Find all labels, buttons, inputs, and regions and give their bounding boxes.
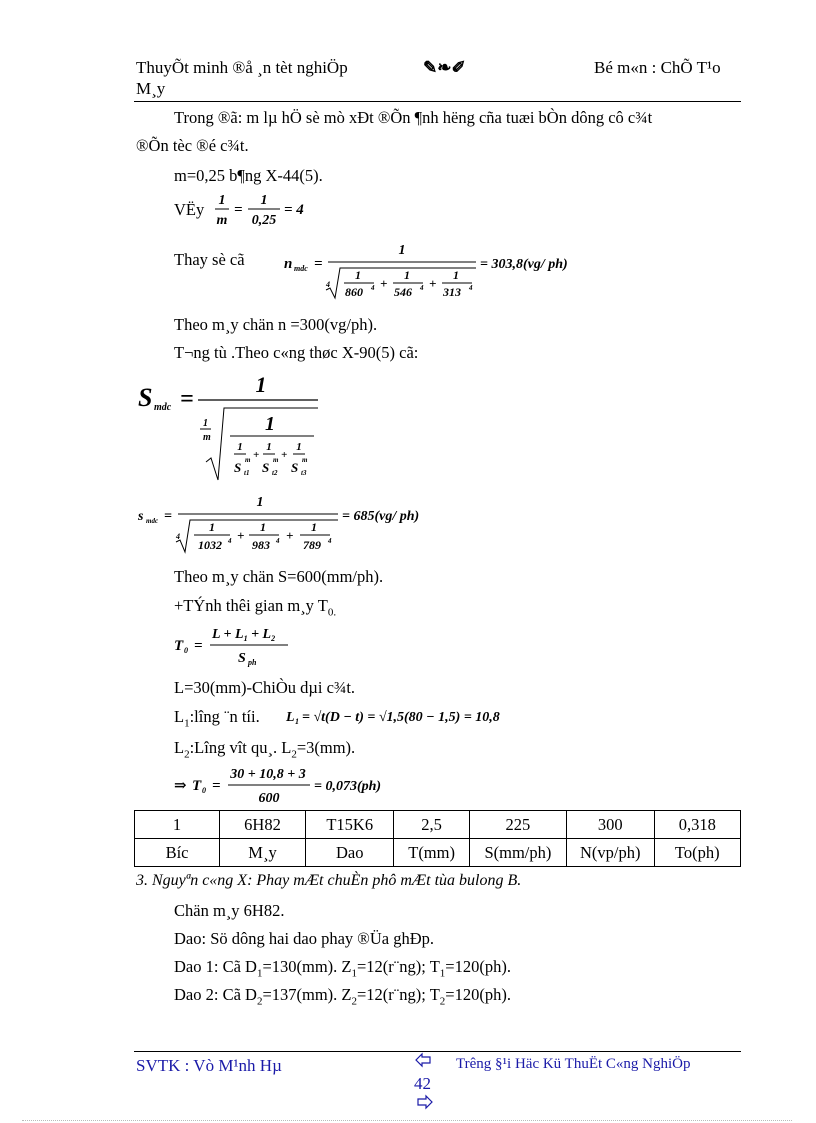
svg-text:L: L bbox=[286, 710, 295, 725]
paragraph-line: Theo m¸y chän n =300(vg/ph). bbox=[174, 315, 378, 334]
paragraph-line: Chän m¸y 6H82. bbox=[174, 901, 285, 920]
paragraph-line: L=30(mm)-ChiÒu dµi c¾t. bbox=[174, 678, 356, 697]
formula-text: mdc bbox=[294, 264, 308, 273]
formula-text: 4 bbox=[176, 532, 180, 541]
text-span: L bbox=[174, 707, 185, 726]
text-subscript: 0. bbox=[327, 606, 337, 619]
parameter-table bbox=[134, 810, 741, 867]
svg-text:S: S bbox=[291, 460, 299, 475]
svg-text:1: 1 bbox=[237, 441, 243, 453]
svg-text:1: 1 bbox=[260, 520, 266, 534]
formula-text: 313 bbox=[443, 285, 461, 299]
table-cell: Bíc bbox=[135, 839, 220, 867]
paragraph-line: m=0,25 b¶ng X-44(5). bbox=[174, 166, 323, 185]
svg-text:=: = bbox=[234, 202, 243, 218]
table-cell: 2,5 bbox=[394, 811, 469, 839]
text-span: +TÝnh thêi gian m¸y T bbox=[174, 596, 328, 615]
formula-text: 1 bbox=[243, 634, 248, 643]
footer-rule bbox=[134, 1051, 741, 1052]
paragraph-line: T¬ng tù .Theo c«ng thøc X-90(5) cã: bbox=[174, 343, 419, 362]
svg-text:0: 0 bbox=[202, 786, 206, 795]
paragraph-line bbox=[174, 596, 336, 618]
formula-text: 860 bbox=[345, 285, 363, 299]
svg-text:1: 1 bbox=[266, 441, 272, 453]
paragraph-line: Dao: Sö dông hai dao phay ®Üa ghÐp. bbox=[174, 929, 434, 948]
text-span: L bbox=[174, 738, 185, 757]
formula-text: 4 bbox=[326, 280, 330, 289]
text-span: =130(mm). Z bbox=[262, 957, 352, 976]
paragraph-line bbox=[174, 738, 355, 760]
formula-text: 1 bbox=[260, 193, 268, 208]
formula-text: 1 bbox=[218, 193, 226, 208]
formula-text: 30 + 10,8 + 3 bbox=[230, 767, 306, 782]
paragraph-line: VËy bbox=[174, 200, 205, 219]
svg-text:S: S bbox=[262, 460, 270, 475]
formula-text: = 4 bbox=[284, 202, 304, 218]
paragraph-line bbox=[174, 707, 260, 729]
svg-text:=: = bbox=[194, 638, 203, 654]
table-cell: N(vp/ph) bbox=[567, 839, 654, 867]
formula-text: 1 bbox=[255, 372, 267, 397]
formula-text: 4 bbox=[276, 537, 280, 545]
formula-s-mdc-value bbox=[136, 490, 456, 556]
text-span: =120(ph). bbox=[445, 957, 511, 976]
formula-text: m bbox=[203, 432, 211, 443]
text-subscript: 2 bbox=[351, 995, 357, 1008]
text-span: =3(mm). bbox=[296, 738, 356, 757]
table-row bbox=[135, 839, 741, 867]
paragraph-line: Theo m¸y chän S=600(mm/ph). bbox=[174, 567, 384, 586]
table-cell: T15K6 bbox=[305, 811, 393, 839]
svg-text:=: = bbox=[164, 509, 172, 524]
formula-text: 0,25 bbox=[251, 213, 277, 228]
formula-text: 4 bbox=[420, 284, 424, 292]
svg-text:+: + bbox=[429, 276, 437, 291]
text-span: =120(ph). bbox=[445, 985, 511, 1004]
formula-text: m bbox=[216, 213, 228, 228]
formula-text: = √t(D − t) = √1,5(80 − 1,5) = 10,8 bbox=[302, 710, 500, 725]
formula-s-mdc-general bbox=[136, 370, 336, 482]
table-cell: 0,318 bbox=[654, 811, 741, 839]
svg-text:1: 1 bbox=[355, 268, 361, 282]
formula-text: 1 bbox=[203, 418, 208, 429]
table-cell: Dao bbox=[305, 839, 393, 867]
text-span: :lîng ¨n tíi. bbox=[189, 707, 260, 726]
table-cell: 1 bbox=[135, 811, 220, 839]
footer-school: Trêng §¹i Häc Kü ThuËt C«ng NghiÖp bbox=[456, 1056, 691, 1072]
table-cell: To(ph) bbox=[654, 839, 741, 867]
formula-t0 bbox=[172, 622, 312, 670]
formula-text: L + L bbox=[212, 627, 244, 642]
svg-text:1: 1 bbox=[453, 268, 459, 282]
formula-text: S bbox=[238, 651, 246, 666]
table-cell: 6H82 bbox=[220, 811, 306, 839]
svg-text:1: 1 bbox=[311, 520, 317, 534]
svg-text:+: + bbox=[286, 528, 294, 543]
text-subscript: 1 bbox=[351, 967, 357, 980]
formula-text: 4 bbox=[328, 537, 332, 545]
formula-denominator bbox=[234, 441, 308, 477]
formula-text: m bbox=[302, 456, 308, 464]
formula-text: S bbox=[138, 383, 153, 412]
svg-text:+: + bbox=[253, 449, 260, 461]
text-span: :Lîng vît qu¸. L bbox=[189, 738, 292, 757]
svg-text:=: = bbox=[314, 256, 323, 272]
header-rule bbox=[134, 101, 741, 102]
paragraph-line: ®Õn tèc ®é c¾t. bbox=[136, 136, 249, 155]
formula-text: = 303,8(vg/ ph) bbox=[480, 257, 568, 272]
paragraph-line bbox=[174, 957, 511, 979]
svg-text:+: + bbox=[237, 528, 245, 543]
formula-n-mdc bbox=[280, 238, 600, 300]
text-span: =12(r¨ng); T bbox=[357, 957, 440, 976]
formula-text: t2 bbox=[272, 469, 278, 477]
header-ornament-icon: ✎❧✐ bbox=[423, 58, 466, 77]
text-subscript: 2 bbox=[256, 995, 263, 1008]
formula-text: 1 bbox=[265, 413, 275, 435]
svg-text:1: 1 bbox=[295, 717, 299, 726]
formula-text: 983 bbox=[252, 538, 270, 552]
svg-text:=: = bbox=[212, 778, 221, 794]
text-subscript: 2 bbox=[439, 995, 446, 1008]
formula-text: 1 bbox=[398, 243, 406, 258]
svg-text:S: S bbox=[234, 460, 242, 475]
section-title: 3. Nguyªn c«ng X: Phay mÆt chuÈn phô mÆt tùa bulong B. bbox=[136, 872, 522, 889]
table-cell: S(mm/ph) bbox=[469, 839, 566, 867]
formula-text: 0 bbox=[184, 646, 188, 655]
formula-text: 1032 bbox=[198, 538, 222, 552]
svg-text:=: = bbox=[180, 386, 194, 412]
formula-text: T bbox=[174, 638, 184, 654]
formula-text: 789 bbox=[303, 538, 321, 552]
footer-author: SVTK : Vò M¹nh Hµ bbox=[136, 1056, 282, 1075]
table-cell: M¸y bbox=[220, 839, 306, 867]
formula-text: 600 bbox=[258, 791, 280, 806]
formula-text: mdc bbox=[146, 517, 159, 525]
text-span: =137(mm). Z bbox=[262, 985, 352, 1004]
formula-text: = 0,073(ph) bbox=[314, 779, 382, 794]
text-span: Dao 1: Cã D bbox=[174, 957, 257, 976]
page-bottom-border bbox=[22, 1120, 792, 1121]
arrow-right-icon[interactable] bbox=[414, 1094, 434, 1112]
formula-text: m bbox=[245, 456, 251, 464]
text-subscript: 2 bbox=[184, 748, 190, 761]
text-span: Dao 2: Cã D bbox=[174, 985, 257, 1004]
table-row bbox=[135, 811, 741, 839]
page-number: 42 bbox=[414, 1074, 431, 1093]
svg-text:⇒: ⇒ bbox=[174, 778, 187, 794]
formula-text: 546 bbox=[394, 285, 412, 299]
text-subscript: 1 bbox=[439, 967, 446, 980]
formula-l1 bbox=[284, 702, 544, 730]
svg-text:T: T bbox=[192, 778, 202, 794]
header-title-cont: M¸y bbox=[136, 79, 166, 98]
formula-text: 4 bbox=[228, 537, 232, 545]
text-subscript: 1 bbox=[184, 717, 190, 730]
formula-text: mdc bbox=[154, 402, 172, 413]
formula-text: n bbox=[284, 256, 293, 272]
table-cell: 225 bbox=[469, 811, 566, 839]
text-span: =12(r¨ng); T bbox=[357, 985, 440, 1004]
header-title: ThuyÕt minh ®å ¸n tèt nghiÖp bbox=[136, 58, 348, 77]
formula-m bbox=[212, 188, 362, 232]
formula-text: = 685(vg/ ph) bbox=[342, 509, 420, 524]
svg-text:L + L1 + L2 bbox=[211, 627, 275, 643]
header-department: Bé m«n : ChÕ T¹o bbox=[594, 58, 721, 77]
svg-text:+: + bbox=[380, 276, 388, 291]
formula-text: t3 bbox=[301, 469, 307, 477]
formula-text: m bbox=[273, 456, 279, 464]
svg-text:1: 1 bbox=[404, 268, 410, 282]
arrow-left-icon[interactable] bbox=[414, 1052, 434, 1070]
paragraph-line bbox=[174, 985, 511, 1007]
formula-t0-value bbox=[172, 764, 432, 808]
paragraph-line: Thay sè cã bbox=[174, 250, 245, 269]
formula-text: 2 bbox=[271, 634, 276, 643]
formula-text: 1 bbox=[256, 495, 264, 510]
formula-text: + L bbox=[247, 627, 272, 642]
formula-text: 4 bbox=[371, 284, 375, 292]
table-cell: 300 bbox=[567, 811, 654, 839]
svg-text:+: + bbox=[281, 449, 288, 461]
text-subscript: 1 bbox=[256, 967, 263, 980]
formula-text: 4 bbox=[469, 284, 473, 292]
svg-text:1: 1 bbox=[209, 520, 215, 534]
formula-text: t1 bbox=[244, 469, 250, 477]
table-cell: T(mm) bbox=[394, 839, 469, 867]
formula-text: ph bbox=[248, 658, 257, 667]
paragraph-line: Trong ®ã: m lµ hÖ sè mò xÐt ®Õn ¶nh hëng cña tuæi bÒn dông cô c¾t bbox=[174, 108, 653, 127]
text-subscript: 2 bbox=[291, 748, 297, 761]
formula-text: s bbox=[138, 509, 144, 524]
svg-text:1: 1 bbox=[296, 441, 302, 453]
